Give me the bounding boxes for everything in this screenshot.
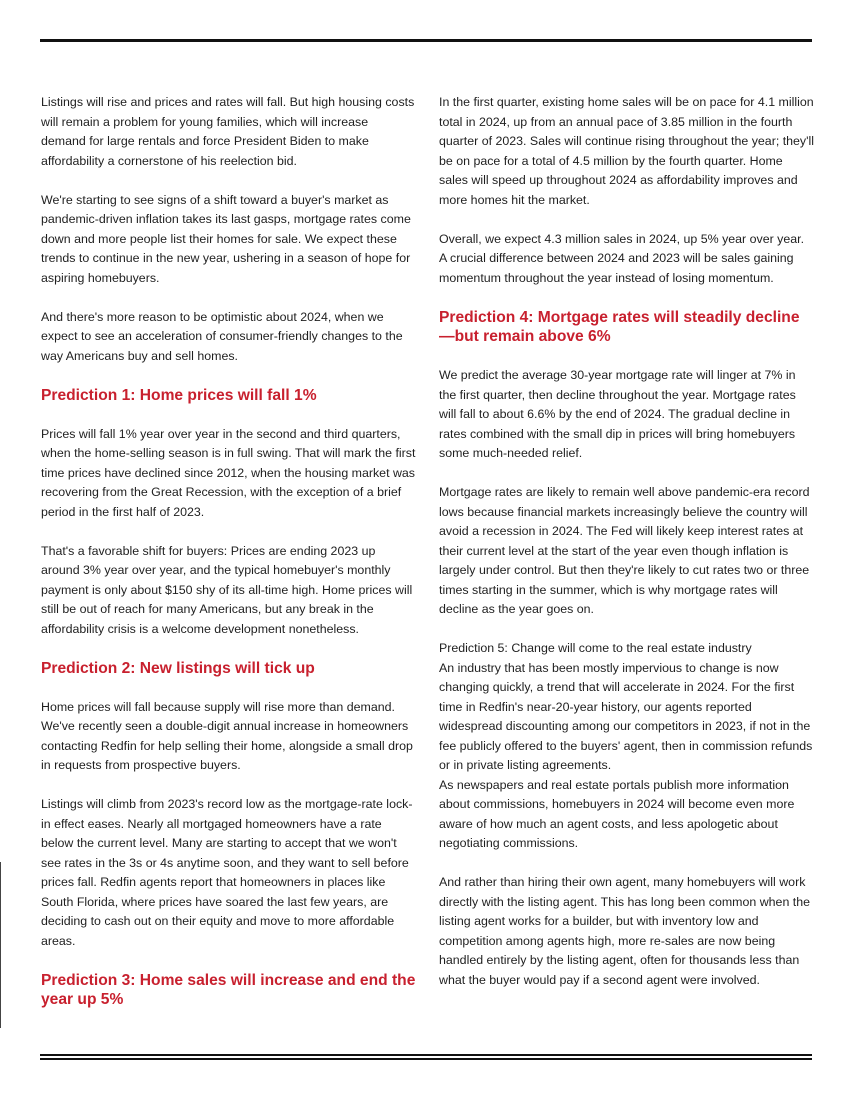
prediction-2-paragraph-1: Home prices will fall because supply will rise more than demand. We've recently seen a double-digit annual increase in homeowners contacting Redfin for help selling their home, alongside a small drop in requests from prospective buyers. (41, 699, 413, 772)
margin-marker (0, 862, 1, 1028)
prediction-1-paragraph-1: Prices will fall 1% year over year in the second and third quarters, when the home-selling season is in full swing. That will mark the first time prices have declined since 2012, when the housing market was recovering from the Great Recession, with the exception of a brief period in the first half of 2023. (41, 426, 416, 519)
prediction-2-heading: Prediction 2: New listings will tick up (41, 659, 315, 677)
prediction-1-paragraph-2: That's a favorable shift for buyers: Prices are ending 2023 up around 3% year over year, and the typical homebuyer's monthly payment is only about $150 shy of its all-time high. Home prices will still be out of reach for many Americans, but any break in the affordability crisis is a welcome development nonetheless. (41, 543, 413, 636)
prediction-5-paragraph-3: And rather than hiring their own agent, many homebuyers will work directly with the listing agent. This has long been common when the listing agent works for a builder, but with inventory low and competition among agents high, more re-sales are now being handled entirely by the listing agent, often for thousands less than what the buyer would pay if a second agent were involved. (439, 875, 811, 987)
right-column (439, 93, 814, 1010)
prediction-1-heading: Prediction 1: Home prices will fall 1% (41, 386, 317, 404)
prediction-5-heading: Prediction 5: Change will come to the real estate industry (439, 641, 752, 655)
prediction-4-paragraph-1: We predict the average 30-year mortgage rate will linger at 7% in the first quarter, then decline throughout the year. Mortgage rates will fall to about 6.6% by the end of 2024. The gradual decline in rates combined with the small dip in prices will bring homebuyers some much-needed relief. (439, 368, 796, 460)
prediction-4-paragraph-2: Mortgage rates are likely to remain well above pandemic-era record lows because financial markets increasingly believe the country will avoid a recession in 2024. The Fed will likely keep interest rates at their current level at the start of the year even though inflation is largely under control. But then they're likely to cut rates two or three times starting in the summer, which is why mortgage rates will decline as the year goes on. (439, 485, 810, 616)
prediction-3-heading: Prediction 3: Home sales will increase and end the year up 5% (41, 971, 416, 1008)
prediction-3-paragraph-1: In the first quarter, existing home sales will be on pace for 4.1 million total in 2024, up from an annual pace of 3.85 million in the fourth quarter of 2023. Sales will continue rising throughout the year; they'll be on pace for a total of 4.5 million by the fourth quarter. Home sales will speed up throughout 2024 as affordability improves and more homes hit the market. (439, 95, 814, 207)
prediction-4-heading: Prediction 4: Mortgage rates will steadily decline—but remain above 6% (439, 308, 800, 345)
prediction-2-paragraph-2: Listings will climb from 2023's record low as the mortgage-rate lock-in effect eases. Nearly all mortgaged homeowners have a rate below the current level. Many are starting to accept that we won't see rates in the 3s or 4s anytime soon, and they want to sell before prices fall. Redfin agents report that homeowners in places like South Florida, where prices have soared the last few years, are deciding to cash out on their equity and move to more affordable areas. (41, 797, 413, 948)
prediction-5-paragraph-2: As newspapers and real estate portals publish more information about commissions, homebuyers in 2024 will become even more aware of how much an agent costs, and less apologetic about negotiating commissions. (439, 777, 795, 850)
left-column (41, 93, 416, 1029)
top-rule (40, 39, 812, 42)
bottom-double-rule (40, 1054, 812, 1060)
prediction-3-paragraph-2: Overall, we expect 4.3 million sales in 2024, up 5% year over year. A crucial difference between 2024 and 2023 will be sales gaining momentum throughout the year instead of losing momentum. (439, 231, 805, 285)
prediction-5-paragraph-1: An industry that has been mostly impervious to change is now changing quickly, a trend that will accelerate in 2024. For the first time in Redfin's near-20-year history, our agents reported widespread discounting among our competitors in 2023, if not in the fee publicly offered to the buyers' agent, then in commission refunds or in private listing agreements. (439, 660, 813, 772)
intro-paragraph-3: And there's more reason to be optimistic about 2024, when we expect to see an acceleration of consumer-friendly changes to the way Americans buy and sell homes. (41, 309, 403, 363)
intro-paragraph-2: We're starting to see signs of a shift toward a buyer's market as pandemic-driven inflation takes its last gasps, mortgage rates come down and more people list their homes for sale. We expect these trends to continue in the new year, ushering in a season of hope for aspiring homebuyers. (41, 192, 411, 285)
intro-paragraph-1: Listings will rise and prices and rates will fall. But high housing costs will remain a problem for young families, which will increase demand for large rentals and force President Biden to make affordability a cornerstone of his reelection bid. (41, 95, 415, 168)
